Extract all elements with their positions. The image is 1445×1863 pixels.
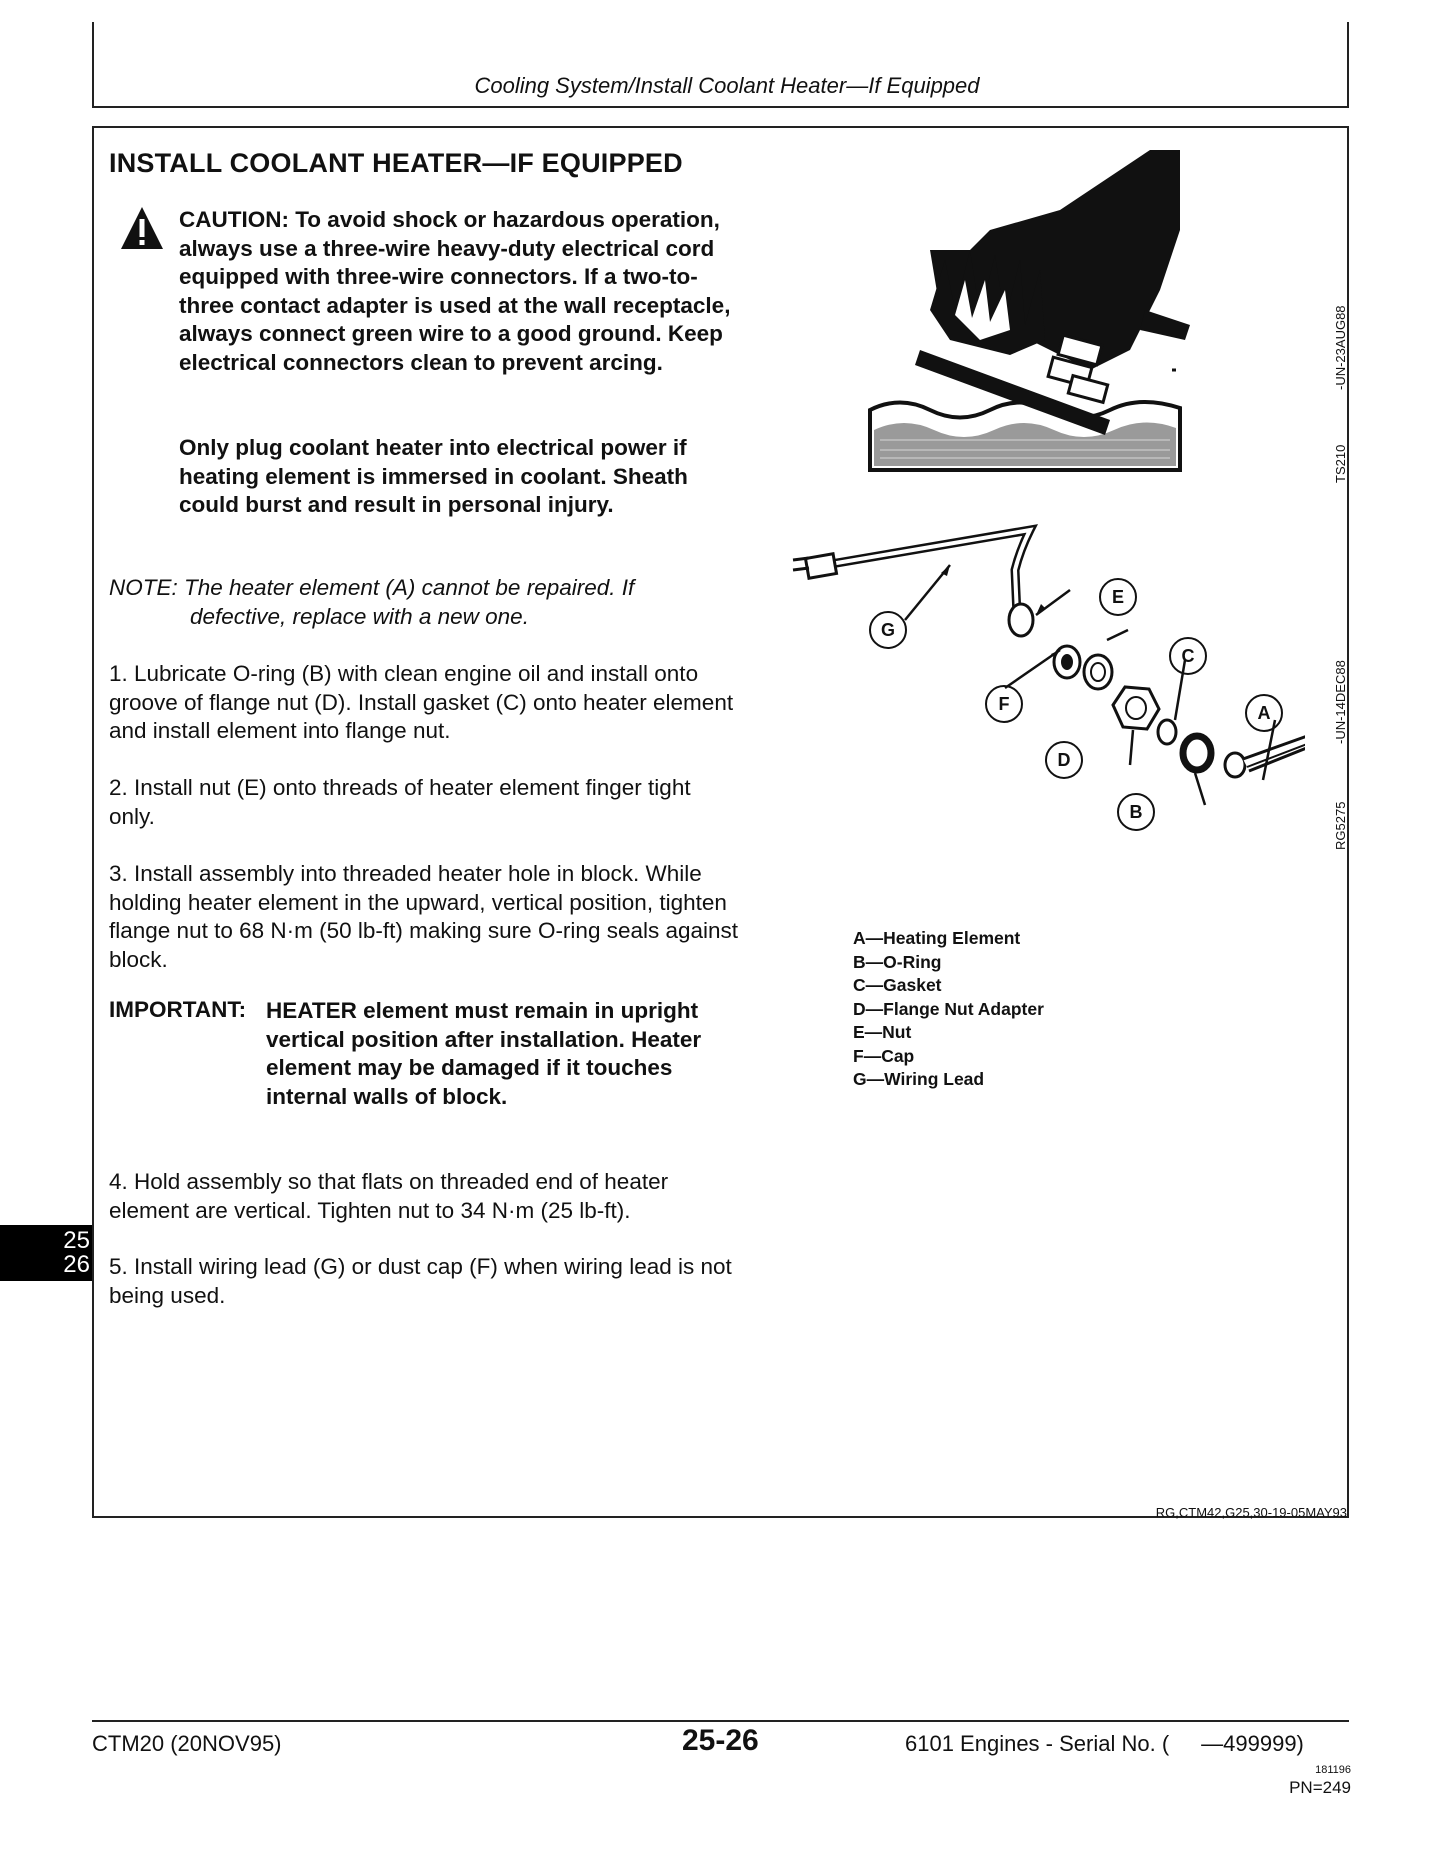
callout-g: G <box>869 611 907 649</box>
caution-paragraph: CAUTION: To avoid shock or hazardous operation, always use a three-wire heavy-duty electrical cord equipped with three-wire connectors. If a two-to-three contact adapter is used at the wall receptacle, always connect green wire to a good ground. Keep electrical connectors clean to prevent arcing. <box>179 207 731 375</box>
section-tab-marker <box>0 1225 92 1281</box>
legend-item: D—Flange Nut Adapter <box>853 998 1044 1019</box>
step-2: 2. Install nut (E) onto threads of heater element finger tight only. <box>109 775 691 829</box>
footer-serial-range: —499999) <box>1201 1731 1304 1756</box>
header-bottom-rule <box>92 106 1349 108</box>
step-1: 1. Lubricate O-ring (B) with clean engine oil and install onto groove of flange nut (D). Install gasket (C) onto heater element and install element into flange nut. <box>109 661 734 743</box>
callout-a: A <box>1245 694 1283 732</box>
callout-e: E <box>1099 578 1137 616</box>
caution-warning-icon <box>119 205 165 256</box>
note-line-1: NOTE: The heater element (A) cannot be repaired. If <box>109 575 635 600</box>
legend-item: B—O-Ring <box>853 951 942 972</box>
important-text: HEATER element must remain in upright vertical position after installation. Heater element may be damaged if it touches internal walls of block. <box>266 998 702 1109</box>
callout-d: D <box>1045 741 1083 779</box>
figure-legend <box>853 927 1044 1092</box>
legend-item: C—Gasket <box>853 975 942 995</box>
figure-hand-heater-illustration <box>860 140 1200 485</box>
footer-manual-code: CTM20 (20NOV95) <box>92 1731 282 1756</box>
step-4: 4. Hold assembly so that flats on threaded end of heater element are vertical. Tighten nut to 34 N·m (25 lb-ft). <box>109 1169 669 1223</box>
footer-rule <box>92 1720 1349 1722</box>
page-number: 25-26 <box>682 1724 759 1757</box>
callout-c: C <box>1169 637 1207 675</box>
legend-item: F—Cap <box>853 1045 915 1066</box>
legend-item: G—Wiring Lead <box>853 1069 985 1089</box>
step-3: 3. Install assembly into threaded heater hole in block. While holding heater element in the upward, vertical position, tighten flange nut to 68 N·m (50 lb-ft) making sure O-ring seals against block. <box>109 861 739 972</box>
tab-marker-top: 25 <box>63 1227 90 1254</box>
footer-engine-serial <box>905 1731 1304 1757</box>
figure-1-id-b: -UN-23AUG88 <box>1333 305 1348 390</box>
legend-item: A—Heating Element <box>853 928 1021 948</box>
footer-date-code: 181196 <box>1315 1764 1351 1776</box>
document-reference: RG,CTM42,G25,30-19-05MAY93 <box>1155 1505 1347 1520</box>
figure-exploded-heater-parts <box>785 520 1305 845</box>
important-label: IMPORTANT: <box>109 997 247 1022</box>
footer-engine-text: 6101 Engines - Serial No. ( <box>905 1731 1170 1756</box>
legend-item: E—Nut <box>853 1022 912 1042</box>
running-head: Cooling System/Install Coolant Heater—If Equipped <box>474 73 980 98</box>
figure-2-id-a: RG5275 <box>1333 801 1348 850</box>
caution-paragraph-immersion: Only plug coolant heater into electrical power if heating element is immersed in coolant. Sheath could burst and result in personal injury. <box>179 435 688 517</box>
section-title: INSTALL COOLANT HEATER—IF EQUIPPED <box>109 148 683 178</box>
footer-pn: PN=249 <box>1289 1778 1351 1797</box>
tab-marker-bottom: 26 <box>63 1251 90 1278</box>
callout-b: B <box>1117 793 1155 831</box>
step-5: 5. Install wiring lead (G) or dust cap (F) when wiring lead is not being used. <box>109 1254 732 1308</box>
note-line-2: defective, replace with a new one. <box>190 603 529 629</box>
figure-2-id-b: -UN-14DEC88 <box>1333 660 1348 744</box>
figure-1-id-a: TS210 <box>1333 444 1348 483</box>
callout-f: F <box>985 685 1023 723</box>
note <box>109 574 729 631</box>
